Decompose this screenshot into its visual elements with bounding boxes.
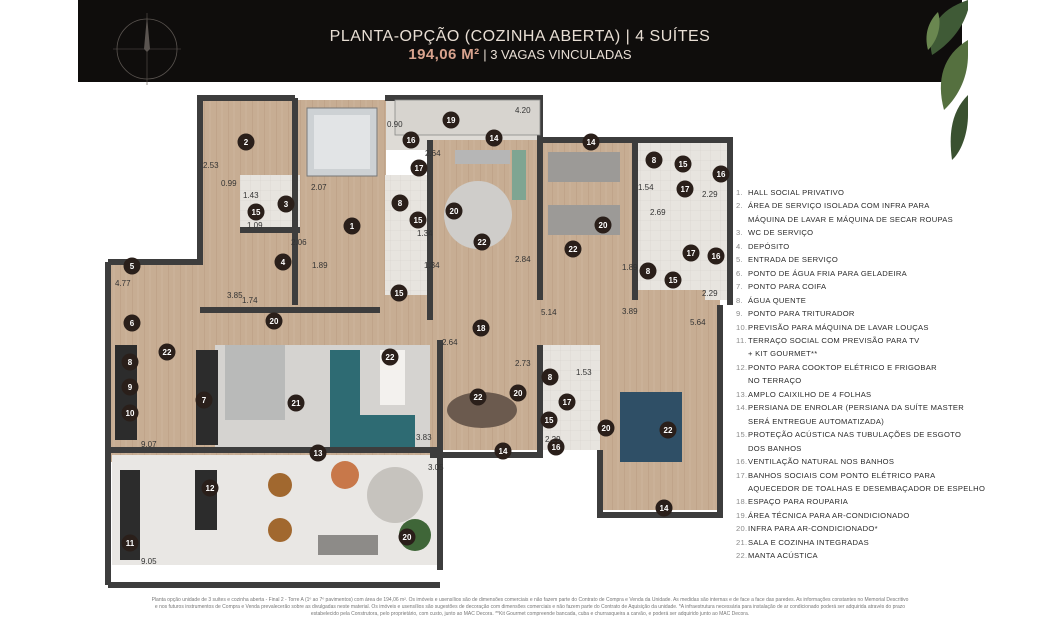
svg-text:2.64: 2.64 bbox=[425, 149, 441, 158]
room-badge-20a bbox=[266, 313, 283, 330]
svg-text:14: 14 bbox=[489, 134, 499, 143]
svg-text:2.07: 2.07 bbox=[311, 183, 327, 192]
room-badge-8e bbox=[542, 369, 559, 386]
legend-item-20: 20.INFRA PARA AR-CONDICIONADO* bbox=[736, 524, 878, 534]
room-badge-16a bbox=[403, 132, 420, 149]
svg-text:8: 8 bbox=[651, 156, 657, 165]
room-badge-22e bbox=[470, 389, 487, 406]
room-badge-20f bbox=[399, 529, 416, 546]
legend-item-13: 13.AMPLO CAIXILHO DE 4 FOLHAS bbox=[736, 389, 872, 399]
parking-spaces: 3 VAGAS VINCULADAS bbox=[490, 47, 632, 62]
legend-item-16: 16.VENTILAÇÃO NATURAL NOS BANHOS bbox=[736, 457, 895, 467]
svg-text:15: 15 bbox=[251, 208, 261, 217]
room-badge-19 bbox=[443, 112, 460, 129]
room-badge-21 bbox=[288, 395, 305, 412]
legend-item-3: 3. WC DE SERVIÇO bbox=[736, 228, 814, 238]
room-badge-15c bbox=[391, 285, 408, 302]
svg-text:2: 2 bbox=[243, 138, 249, 147]
legend-item-18: 18.ESPAÇO PARA ROUPARIA bbox=[736, 497, 849, 507]
svg-text:18: 18 bbox=[476, 324, 486, 333]
svg-text:17: 17 bbox=[686, 249, 696, 258]
legend-item-1: 1. HALL SOCIAL PRIVATIVO bbox=[736, 188, 845, 197]
svg-text:8: 8 bbox=[645, 267, 651, 276]
svg-text:17: 17 bbox=[414, 164, 424, 173]
room-badge-10 bbox=[122, 405, 139, 422]
svg-text:2.29: 2.29 bbox=[702, 289, 718, 298]
svg-text:10: 10 bbox=[125, 409, 135, 418]
svg-text:3.83: 3.83 bbox=[416, 433, 432, 442]
svg-text:0.90: 0.90 bbox=[387, 120, 403, 129]
svg-text:1.89: 1.89 bbox=[622, 263, 638, 272]
svg-text:21: 21 bbox=[291, 399, 301, 408]
legend-list bbox=[736, 186, 986, 563]
svg-text:15: 15 bbox=[678, 160, 688, 169]
room-badge-7 bbox=[196, 392, 213, 409]
svg-text:15: 15 bbox=[394, 289, 404, 298]
svg-text:1.34: 1.34 bbox=[417, 229, 433, 238]
room-badge-9 bbox=[122, 379, 139, 396]
svg-text:12: 12 bbox=[205, 484, 215, 493]
room-badge-3 bbox=[278, 196, 295, 213]
svg-text:19: 19 bbox=[446, 116, 456, 125]
svg-text:7: 7 bbox=[201, 396, 207, 405]
svg-text:20: 20 bbox=[402, 533, 412, 542]
room-badge-13 bbox=[310, 445, 327, 462]
svg-text:5.14: 5.14 bbox=[541, 308, 557, 317]
room-badge-12 bbox=[202, 480, 219, 497]
room-badge-8a bbox=[122, 354, 139, 371]
svg-text:14: 14 bbox=[586, 138, 596, 147]
plan-title: PLANTA-OPÇÃO (COZINHA ABERTA) | 4 SUÍTES bbox=[329, 28, 711, 45]
room-badge-15b bbox=[410, 212, 427, 229]
svg-text:22: 22 bbox=[568, 245, 578, 254]
svg-text:16: 16 bbox=[711, 252, 721, 261]
svg-text:9.05: 9.05 bbox=[141, 557, 157, 566]
room-badge-16b bbox=[713, 166, 730, 183]
svg-text:15: 15 bbox=[668, 276, 678, 285]
svg-text:1.89: 1.89 bbox=[312, 261, 328, 270]
svg-text:22: 22 bbox=[385, 353, 395, 362]
room-badge-17c bbox=[683, 245, 700, 262]
svg-text:16: 16 bbox=[406, 136, 416, 145]
svg-text:3.85: 3.85 bbox=[227, 291, 243, 300]
legend-item-11: 11.TERRAÇO SOCIAL COM PREVISÃO PARA TV + KIT GOURMET** bbox=[736, 335, 920, 359]
svg-text:6: 6 bbox=[129, 319, 135, 328]
svg-text:16: 16 bbox=[551, 443, 561, 452]
legend-item-12: 12.PONTO PARA COOKTOP ELÉTRICO E FRIGOBAR NO TERRAÇO bbox=[736, 362, 937, 386]
room-badge-22a bbox=[159, 344, 176, 361]
legend-item-21: 21.SALA E COZINHA INTEGRADAS bbox=[736, 537, 870, 547]
svg-text:14: 14 bbox=[659, 504, 669, 513]
svg-text:8: 8 bbox=[547, 373, 553, 382]
svg-text:20: 20 bbox=[601, 424, 611, 433]
svg-text:5.64: 5.64 bbox=[690, 318, 706, 327]
svg-text:2.69: 2.69 bbox=[650, 208, 666, 217]
svg-text:20: 20 bbox=[598, 221, 608, 230]
svg-text:22: 22 bbox=[663, 426, 673, 435]
room-badge-8d bbox=[640, 263, 657, 280]
svg-text:1.54: 1.54 bbox=[638, 183, 654, 192]
svg-text:2.64: 2.64 bbox=[442, 338, 458, 347]
svg-text:2.29: 2.29 bbox=[702, 190, 718, 199]
svg-text:22: 22 bbox=[162, 348, 172, 357]
room-badge-16c bbox=[708, 248, 725, 265]
room-badge-14b bbox=[583, 134, 600, 151]
room-badge-17b bbox=[677, 181, 694, 198]
room-badge-22d bbox=[565, 241, 582, 258]
svg-text:14: 14 bbox=[498, 447, 508, 456]
legend-item-9: 9. PONTO PARA TRITURADOR bbox=[736, 309, 855, 319]
svg-text:20: 20 bbox=[513, 389, 523, 398]
room-badge-15e bbox=[665, 272, 682, 289]
room-badge-22f bbox=[660, 422, 677, 439]
legend-item-2: 2. ÁREA DE SERVIÇO ISOLADA COM INFRA PARA MÁQUINA DE LAVAR E MÁQUINA DE SECAR ROUPAS bbox=[736, 201, 954, 224]
svg-text:1.43: 1.43 bbox=[243, 191, 259, 200]
room-badge-11 bbox=[122, 535, 139, 552]
svg-text:1: 1 bbox=[349, 222, 355, 231]
svg-text:17: 17 bbox=[680, 185, 690, 194]
svg-text:8: 8 bbox=[397, 199, 403, 208]
svg-text:11: 11 bbox=[125, 539, 135, 548]
svg-text:1.09: 1.09 bbox=[247, 221, 263, 230]
room-badge-17d bbox=[559, 394, 576, 411]
room-badge-15f bbox=[541, 412, 558, 429]
legend-item-6: 6. PONTO DE ÁGUA FRIA PARA GELADEIRA bbox=[736, 268, 908, 278]
room-badge-14a bbox=[486, 130, 503, 147]
svg-text:9.07: 9.07 bbox=[141, 440, 157, 449]
svg-text:15: 15 bbox=[413, 216, 423, 225]
svg-text:1.74: 1.74 bbox=[242, 296, 258, 305]
svg-text:5: 5 bbox=[129, 262, 135, 271]
legend-item-8: 8. ÁGUA QUENTE bbox=[736, 295, 807, 305]
svg-text:22: 22 bbox=[473, 393, 483, 402]
svg-text:2.53: 2.53 bbox=[203, 161, 219, 170]
room-badge-8c bbox=[646, 152, 663, 169]
svg-text:15: 15 bbox=[544, 416, 554, 425]
room-badge-20b bbox=[446, 203, 463, 220]
svg-text:2.06: 2.06 bbox=[291, 238, 307, 247]
legend-item-4: 4. DEPÓSITO bbox=[736, 241, 790, 251]
room-badge-15d bbox=[675, 156, 692, 173]
room-badge-15a bbox=[248, 204, 265, 221]
room-badge-14c bbox=[495, 443, 512, 460]
legend-item-10: 10.PREVISÃO PARA MÁQUINA DE LAVAR LOUÇAS bbox=[736, 322, 929, 332]
svg-text:2.73: 2.73 bbox=[515, 359, 531, 368]
room-badge-20c bbox=[595, 217, 612, 234]
svg-text:17: 17 bbox=[562, 398, 572, 407]
room-badge-2 bbox=[238, 134, 255, 151]
svg-text:16: 16 bbox=[716, 170, 726, 179]
room-badge-6 bbox=[124, 315, 141, 332]
legend-item-22: 22.MANTA ACÚSTICA bbox=[736, 551, 818, 561]
room-badge-5 bbox=[124, 258, 141, 275]
legend-item-15: 15.PROTEÇÃO ACÚSTICA NAS TUBULAÇÕES DE ESGOTO DOS BANHOS bbox=[736, 430, 962, 453]
legend-item-5: 5. ENTRADA DE SERVIÇO bbox=[736, 255, 839, 265]
svg-text:3: 3 bbox=[283, 200, 289, 209]
legend-item-19: 19.ÁREA TÉCNICA PARA AR-CONDICIONADO bbox=[736, 510, 910, 520]
svg-text:3.05: 3.05 bbox=[428, 463, 444, 472]
svg-text:2.29: 2.29 bbox=[545, 435, 561, 444]
svg-text:1.34: 1.34 bbox=[424, 261, 440, 270]
svg-text:8: 8 bbox=[127, 358, 133, 367]
disclaimer-footnote: Planta opção unidade de 3 suítes e cozinha aberta - Final 2 - Torre A (1º ao 7º pavimentos) com área de 194,06 m². Os imóveis e usensílios são de dimensões comerciais e não fazem parte do Contrato de Compra e Venda da Unidade. As medidas são internas e de face a face das paredes. As informações constantes no Memorial Descritivo e nos futuros instrumentos de Compra e Venda prevalecerão sobre as divulgadas neste material. Os imóveis e usensílios são sugestões de decoração com dimensões comerciais e não fazem parte do Contrato de Aquisição da unidade. *A infraestrutura necessária para instalação de ar condicionado poderá ser adquirida através do prazo estabelecido pela Construtora, pelo proprietário, com custo, junto ao MAC Decora. **Kit Gourmet compreende bancada, cuba e churrasqueira a carvão, e poderá ser adquirido junto ao MAC Decora. bbox=[151, 597, 909, 617]
room-badge-17a bbox=[411, 160, 428, 177]
room-badge-18 bbox=[473, 320, 490, 337]
svg-text:9: 9 bbox=[127, 383, 133, 392]
room-badge-22c bbox=[474, 234, 491, 251]
svg-text:4.20: 4.20 bbox=[515, 106, 531, 115]
room-badge-1 bbox=[344, 218, 361, 235]
legend-item-17: 17.BANHOS SOCIAIS COM PONTO ELÉTRICO PARA AQUECEDOR DE TOALHAS E DESEMBAÇADOR DE ESPELHO bbox=[736, 470, 986, 493]
svg-text:20: 20 bbox=[449, 207, 459, 216]
room-badge-8b bbox=[392, 195, 409, 212]
svg-text:20: 20 bbox=[269, 317, 279, 326]
room-badge-20e bbox=[598, 420, 615, 437]
svg-text:0.99: 0.99 bbox=[221, 179, 237, 188]
total-area: 194,06 M² bbox=[408, 46, 480, 63]
svg-text:2.84: 2.84 bbox=[515, 255, 531, 264]
room-badge-14d bbox=[656, 500, 673, 517]
room-badge-20d bbox=[510, 385, 527, 402]
legend-item-7: 7. PONTO PARA COIFA bbox=[736, 282, 827, 292]
room-badge-22b bbox=[382, 349, 399, 366]
svg-text:13: 13 bbox=[313, 449, 323, 458]
svg-text:4.77: 4.77 bbox=[115, 279, 131, 288]
svg-text:4: 4 bbox=[280, 258, 286, 267]
room-badge-4 bbox=[275, 254, 292, 271]
svg-text:22: 22 bbox=[477, 238, 487, 247]
svg-text:1.53: 1.53 bbox=[576, 368, 592, 377]
svg-text:3.89: 3.89 bbox=[622, 307, 638, 316]
subtitle-separator: | bbox=[483, 47, 487, 62]
legend-item-14: 14.PERSIANA DE ENROLAR (PERSIANA DA SUÍTE MASTER SERÁ ENTREGUE AUTOMATIZADA) bbox=[736, 403, 965, 426]
